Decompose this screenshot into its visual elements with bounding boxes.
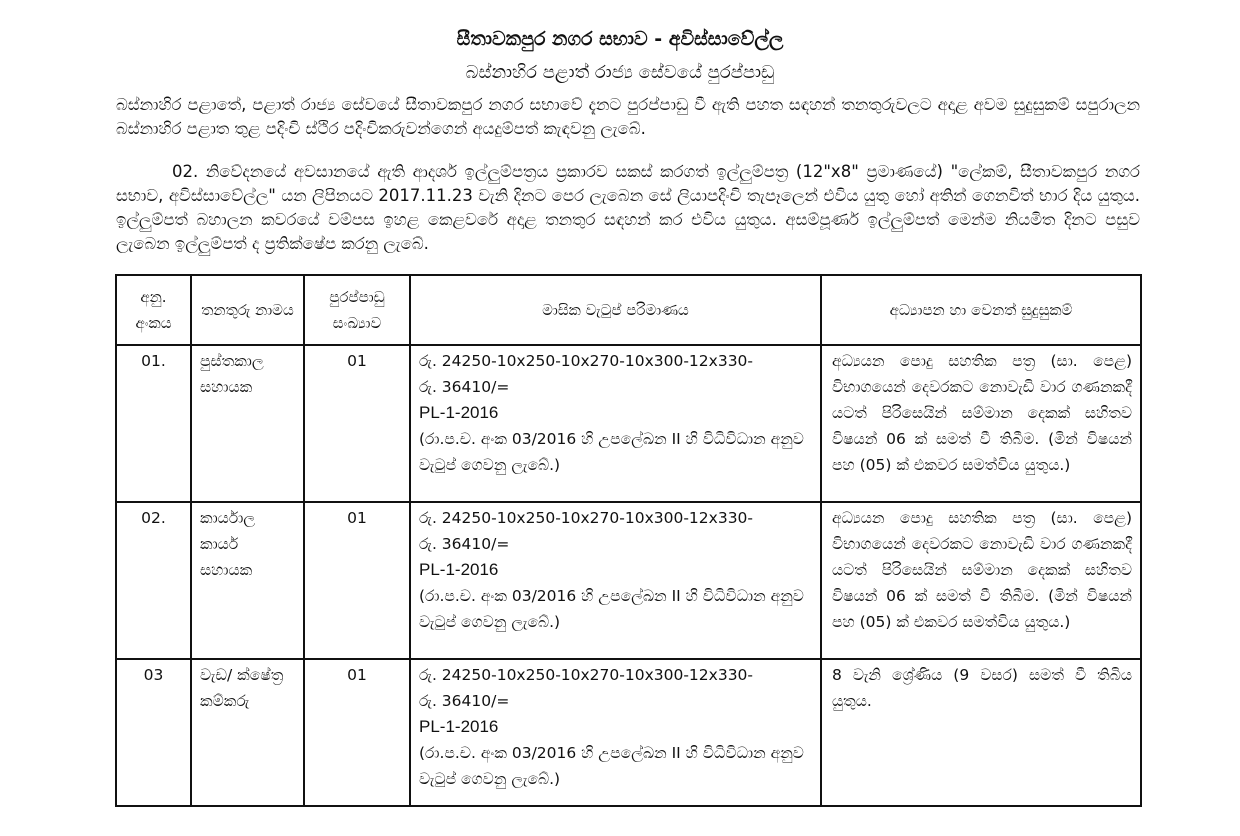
header-serial-no: අනු. අංකය — [116, 275, 191, 345]
salary-note: (රා.ප.ච. අංක 03/2016 හි උපලේඛන II හි විධිවිධාන අනුව වැටුප් ගෙවනු ලැබේ.) — [419, 744, 804, 788]
intro-paragraph: බස්නාහිර පළාතේ, පළාත් රාජ්‍ය සේවයේ සීතාවකපුර නගර සභාවේ දැනට පුරප්පාඩු වී ඇති පහත සඳහන් තනතුරුවලට අදාළ අවම සුදුසුකම් සපුරාලන බස්නාහිර පළාත තුළ පදිංචි ස්ථිර පදිංචිකරුවන්ගෙන් අයදුම්පත් කැඳවනු ලැබේ. — [116, 95, 1140, 138]
cell-post-name: කාර්යාල කාර්ය සහායක — [191, 502, 304, 659]
salary-note: (රා.ප.ච. අංක 03/2016 හි උපලේඛන II හි විධිවිධාන අනුව වැටුප් ගෙවනු ලැබේ.) — [419, 587, 804, 631]
salary-scale-line: රු. 24250-10x250-10x270-10x300-12x330- — [419, 352, 754, 370]
salary-code: PL-1-2016 — [419, 717, 499, 736]
salary-max-line: රු. 36410/= — [419, 535, 510, 553]
cell-serial-no: 03 — [116, 659, 191, 806]
cell-post-name: වැඩ/ ක්ෂේත්‍ර කම්කරු — [191, 659, 304, 806]
header-qualifications: අධ්‍යාපන හා වෙනත් සුදුසුකම් — [821, 275, 1141, 345]
cell-salary-scale — [410, 502, 821, 659]
table-row — [116, 659, 1141, 806]
salary-scale-line: රු. 24250-10x250-10x270-10x300-12x330- — [419, 509, 754, 527]
cell-serial-no: 02. — [116, 502, 191, 659]
header-vacancies: පුරප්පාඩු සංඛ්‍යාව — [304, 275, 410, 345]
cell-post-name: පුස්තකාල සහායක — [191, 345, 304, 502]
vacancy-table — [115, 274, 1142, 807]
table-header-row — [116, 275, 1141, 345]
salary-scale-line: රු. 24250-10x250-10x270-10x300-12x330- — [419, 666, 754, 684]
cell-salary-scale — [410, 659, 821, 806]
salary-code: PL-1-2016 — [419, 403, 499, 422]
table-row — [116, 345, 1141, 502]
instructions-paragraph: 02. නිවේදනයේ අවසානයේ ඇති ආදර්ශ ඉල්ලුම්පත්‍රය ප්‍රකාරව සකස් කරගත් ඉල්ලුම්පත්‍ර (12"x8" ප්‍රමාණයේ) "ලේකම්, සීතාවකපුර නගර සභාව, අවිස්සාවේල්ල" යන ලිපිනයට 2017.11.23 වැනි දිනට පෙර ලැබෙන සේ ලියාපදිංචි තැපෑලෙන් එවිය යුතු හෝ අතින් ගෙනවිත් භාර දිය යුතුය. ඉල්ලුම්පත් බහාලන කවරයේ වම්පස ඉහළ කෙළවරේ අදාළ තනතුර සඳහන් කර එවිය යුතුය. අසම්පූර්ණ ඉල්ලුම්පත් මෙන්ම නියමිත දිනට පසුව ලැබෙන ඉල්ලුම්පත් ද ප්‍රතික්ෂේප කරනු ලැබේ. — [116, 162, 1140, 253]
cell-vacancies: 01 — [304, 659, 410, 806]
salary-max-line: රු. 36410/= — [419, 692, 510, 710]
salary-note: (රා.ප.ච. අංක 03/2016 හි උපලේඛන II හි විධිවිධාන අනුව වැටුප් ගෙවනු ලැබේ.) — [419, 430, 804, 474]
salary-max-line: රු. 36410/= — [419, 378, 510, 396]
salary-code: PL-1-2016 — [419, 560, 499, 579]
cell-qualifications: අධ්‍යයන පොදු සහතික පත්‍ර (සා. පෙළ) විභාගයෙන් දෙවරකට නොවැඩි වාර ගණනකදී යටත් පිරිසෙයින් සම්මාන දෙකක් සහිතව විෂයන් 06 ක් සමත් වී තිබීම. (මින් විෂයන් පහ (05) ක් එකවර සමත්විය යුතුය.) — [821, 502, 1141, 659]
page-title: සීතාවකපුර නගර සභාව - අවිස්සාවේල්ල — [456, 28, 784, 50]
cell-salary-scale — [410, 345, 821, 502]
table-row — [116, 502, 1141, 659]
header-post-name: තනතුරු නාමය — [191, 275, 304, 345]
cell-qualifications: 8 වැනි ශ්‍රේණිය (9 වසර) සමත් වී තිබිය යුතුය. — [821, 659, 1141, 806]
cell-vacancies: 01 — [304, 345, 410, 502]
cell-serial-no: 01. — [116, 345, 191, 502]
page-subtitle: බස්නාහිර පළාත් රාජ්‍ය සේවයේ පුරප්පාඩු — [465, 62, 775, 83]
header-salary-scale: මාසික වැටුප් පරිමාණය — [410, 275, 821, 345]
cell-qualifications: අධ්‍යයන පොදු සහතික පත්‍ර (සා. පෙළ) විභාගයෙන් දෙවරකට නොවැඩි වාර ගණනකදී යටත් පිරිසෙයින් සම්මාන දෙකක් සහිතව විෂයන් 06 ක් සමත් වී තිබීම. (මින් විෂයන් පහ (05) ක් එකවර සමත්විය යුතුය.) — [821, 345, 1141, 502]
cell-vacancies: 01 — [304, 502, 410, 659]
